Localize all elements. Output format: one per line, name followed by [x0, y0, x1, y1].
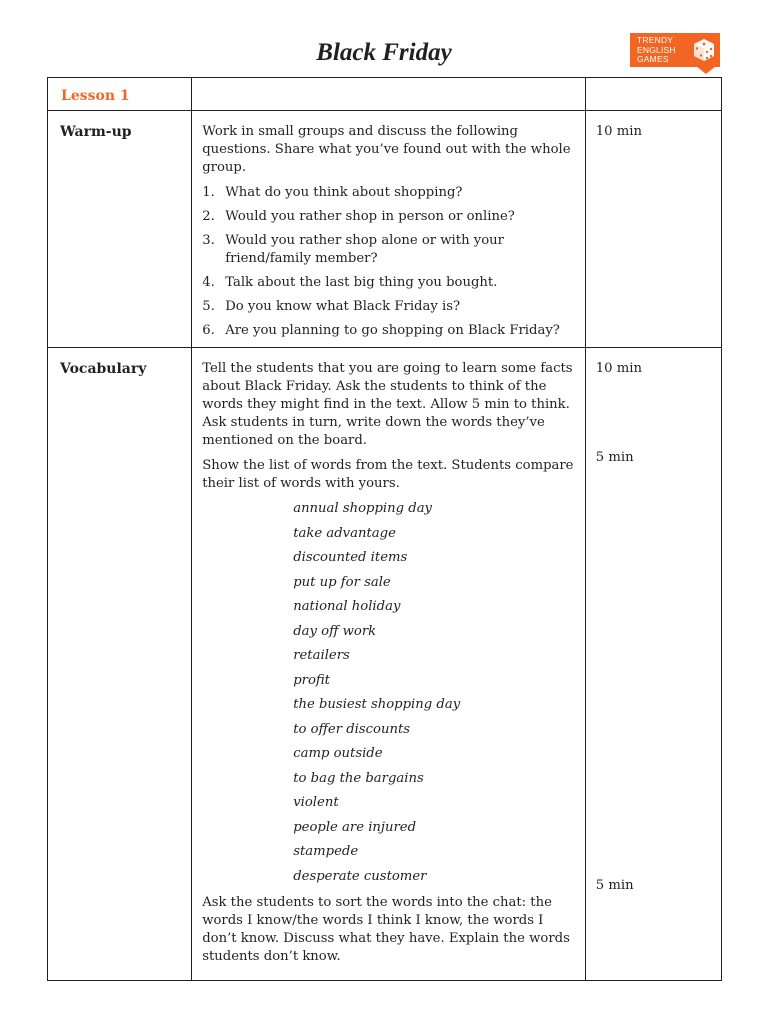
warmup-content-cell [192, 111, 586, 348]
header-empty-cell [192, 78, 586, 111]
list-item: 2. Would you rather shop in person or online? [202, 209, 515, 224]
vocabulary-time-2: 5 min [595, 450, 634, 465]
list-item: to bag the bargains [293, 770, 424, 786]
header-empty-time-cell [585, 78, 721, 111]
list-item: to offer discounts [293, 721, 411, 737]
vocabulary-time-cell [585, 348, 721, 981]
warmup-intro: Work in small groups and discuss the following questions. Share what you’ve found out with the whole group. [202, 124, 571, 175]
vocabulary-para-2: Show the list of words from the text. Students compare their list of words with yours. [202, 458, 574, 491]
list-item: discounted items [293, 550, 408, 565]
list-item: 1. What do you think about shopping? [202, 185, 463, 200]
lesson-label: Lesson 1 [61, 88, 130, 104]
list-item: 5. Do you know what Black Friday is? [202, 299, 461, 314]
lesson-plan-table [47, 77, 722, 981]
brand-logo [630, 33, 722, 75]
vocabulary-label: Vocabulary [60, 361, 147, 377]
vocabulary-para-1: Tell the students that you are going to learn some facts about Black Friday. Ask the students to think of the words they might find in the text. Allow 5 min to think. Ask students in turn, write down the words they’ve mentioned on the board. [202, 361, 573, 448]
warmup-time: 10 min [595, 124, 642, 139]
list-item: stampede [293, 844, 359, 859]
list-item: annual shopping day [293, 501, 433, 516]
list-item: desperate customer [293, 868, 427, 884]
list-item: retailers [293, 648, 350, 663]
dice-icon [692, 38, 716, 62]
list-item: 3. Would you rather shop alone or with your friend/family member? [202, 233, 504, 266]
list-item: people are injured [293, 819, 417, 835]
vocabulary-content-cell [192, 348, 586, 981]
warmup-row [48, 111, 722, 348]
list-item: the busiest shopping day [293, 697, 461, 712]
list-item: violent [293, 795, 339, 810]
list-item: 6. Are you planning to go shopping on Black Friday? [202, 323, 560, 338]
vocabulary-time-1: 10 min [595, 361, 642, 376]
vocabulary-para-3: Ask the students to sort the words into the chat: the words I know/the words I think I know, the words I don’t know. Discuss what they have. Explain the words students don’t know. [202, 894, 570, 964]
lesson-label-cell [48, 78, 192, 111]
logo-line-3: GAMES [637, 54, 669, 64]
vocabulary-time-3: 5 min [595, 878, 634, 893]
lesson-header-row [48, 78, 722, 111]
list-item: day off work [293, 623, 377, 639]
list-item: put up for sale [293, 574, 391, 590]
vocabulary-label-cell [48, 348, 192, 981]
warmup-label-cell [48, 111, 192, 348]
warmup-label: Warm-up [60, 124, 132, 140]
list-item: profit [293, 672, 330, 688]
logo-text [637, 36, 676, 65]
list-item: take advantage [293, 525, 396, 541]
list-item: national holiday [293, 599, 401, 614]
page-title: Black Friday [316, 39, 452, 66]
warmup-question-list [202, 184, 577, 340]
logo-line-1: TRENDY [637, 35, 674, 45]
list-item: camp outside [293, 746, 383, 761]
logo-speech-tail [696, 66, 716, 74]
vocabulary-word-list [202, 500, 577, 886]
logo-line-2: ENGLISH [637, 44, 676, 55]
vocabulary-row [48, 348, 722, 981]
warmup-time-cell [585, 111, 721, 348]
list-item: 4. Talk about the last big thing you bought. [202, 275, 498, 290]
